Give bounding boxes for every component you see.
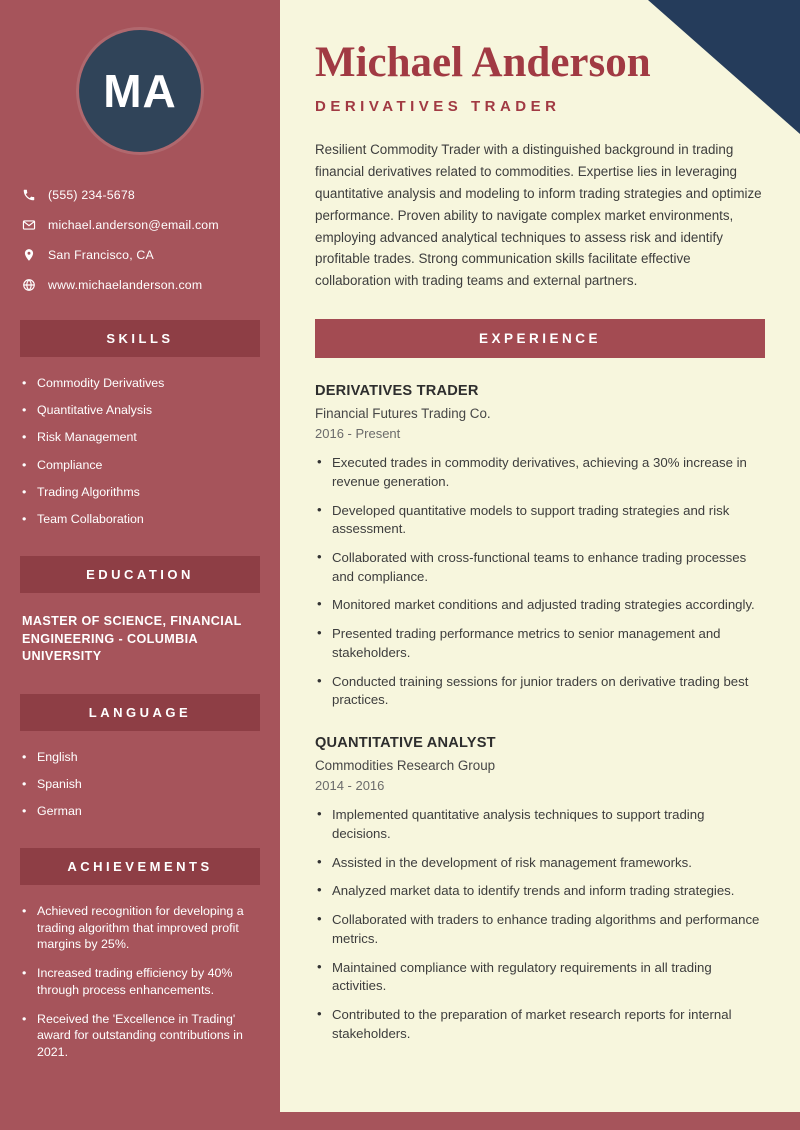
job-entry — [315, 383, 765, 710]
education-degree: MASTER OF SCIENCE, FINANCIAL ENGINEERING - COLUMBIA UNIVERSITY — [22, 613, 242, 664]
list-item: • Executed trades in commodity derivatives, achieving a 30% increase in revenue generation. — [315, 454, 765, 491]
main-content — [280, 0, 800, 1130]
location-icon — [22, 248, 36, 262]
list-item: • Compliance — [22, 457, 258, 474]
list-item: • Assisted in the development of risk management frameworks. — [315, 854, 765, 873]
email-icon — [22, 218, 36, 232]
contact-section — [0, 188, 280, 292]
language-header-label: LANGUAGE — [88, 704, 192, 720]
list-item: • German — [22, 803, 258, 820]
list-item: • Implemented quantitative analysis techniques to support trading decisions. — [315, 806, 765, 843]
globe-icon — [22, 278, 36, 292]
skills-list — [0, 375, 280, 528]
job-company: Financial Futures Trading Co. — [315, 406, 491, 422]
contact-location — [22, 248, 258, 262]
contact-location-text: San Francisco, CA — [48, 248, 154, 262]
list-item: • Commodity Derivatives — [22, 375, 258, 392]
list-item: • Collaborated with cross-functional teams to enhance trading processes and compliance. — [315, 549, 765, 586]
contact-phone-text: (555) 234-5678 — [48, 188, 135, 202]
list-item: • Collaborated with traders to enhance trading algorithms and performance metrics. — [315, 911, 765, 948]
list-item: • Spanish — [22, 776, 258, 793]
job-title: DERIVATIVES TRADER — [315, 383, 479, 400]
phone-icon — [22, 188, 36, 202]
job-role-subtitle: DERIVATIVES TRADER — [315, 98, 561, 116]
education-header — [20, 556, 260, 593]
education-header-label: EDUCATION — [86, 566, 194, 582]
skills-header — [20, 320, 260, 357]
list-item: • Received the 'Excellence in Trading' award for outstanding contributions in 2021. — [22, 1011, 258, 1061]
list-item: • Increased trading efficiency by 40% through process enhancements. — [22, 965, 258, 998]
job-company: Commodities Research Group — [315, 758, 496, 774]
list-item: • Risk Management — [22, 429, 258, 446]
list-item: • Monitored market conditions and adjusted trading strategies accordingly. — [315, 596, 765, 615]
list-item: • Maintained compliance with regulatory requirements in all trading activities. — [315, 959, 765, 996]
contact-email — [22, 218, 258, 232]
achievements-list — [0, 903, 280, 1061]
sidebar — [0, 0, 280, 1130]
contact-email-text: michael.anderson@email.com — [48, 218, 219, 232]
language-list — [0, 749, 280, 820]
list-item: • Achieved recognition for developing a trading algorithm that improved profit margins by 25%. — [22, 903, 258, 953]
contact-website-text: www.michaelanderson.com — [48, 278, 203, 292]
avatar-initials: MA — [103, 65, 177, 117]
job-dates: 2014 - 2016 — [315, 778, 385, 794]
contact-website — [22, 278, 258, 292]
job-bullet-list — [315, 806, 765, 1043]
contact-phone — [22, 188, 258, 202]
list-item: • Team Collaboration — [22, 511, 258, 528]
list-item: • Conducted training sessions for junior traders on derivative trading best practices. — [315, 673, 765, 710]
achievements-header-label: ACHIEVEMENTS — [67, 858, 213, 874]
summary-paragraph: Resilient Commodity Trader with a distinguished background in trading financial derivatives related to commodities. Expertise lies in leveraging quantitative analysis and modeling to inform trading strategies and optimize performance. Proven ability to navigate complex market environments, employing advanced analytical techniques to assess risk and identify profitable trades. Strong communication skills facilitate effective collaboration with trading teams and external partners. — [315, 142, 762, 289]
experience-header — [315, 319, 765, 358]
list-item: • Quantitative Analysis — [22, 402, 258, 419]
page-title: Michael Anderson — [315, 39, 651, 86]
job-dates: 2016 - Present — [315, 426, 401, 442]
job-bullet-list — [315, 454, 765, 710]
avatar — [79, 30, 201, 152]
bottom-bar-decoration — [0, 1112, 800, 1130]
language-header — [20, 694, 260, 731]
achievements-header — [20, 848, 260, 885]
job-title: QUANTITATIVE ANALYST — [315, 735, 496, 752]
list-item: • Trading Algorithms — [22, 484, 258, 501]
job-entry — [315, 735, 765, 1043]
list-item: • Presented trading performance metrics to senior management and stakeholders. — [315, 625, 765, 662]
list-item: • Developed quantitative models to support trading strategies and risk assessment. — [315, 502, 765, 539]
list-item: • Contributed to the preparation of market research reports for internal stakeholders. — [315, 1006, 765, 1043]
skills-header-label: SKILLS — [106, 331, 174, 346]
list-item: • English — [22, 749, 258, 766]
list-item: • Analyzed market data to identify trends and inform trading strategies. — [315, 882, 765, 901]
experience-header-label: EXPERIENCE — [478, 331, 602, 347]
